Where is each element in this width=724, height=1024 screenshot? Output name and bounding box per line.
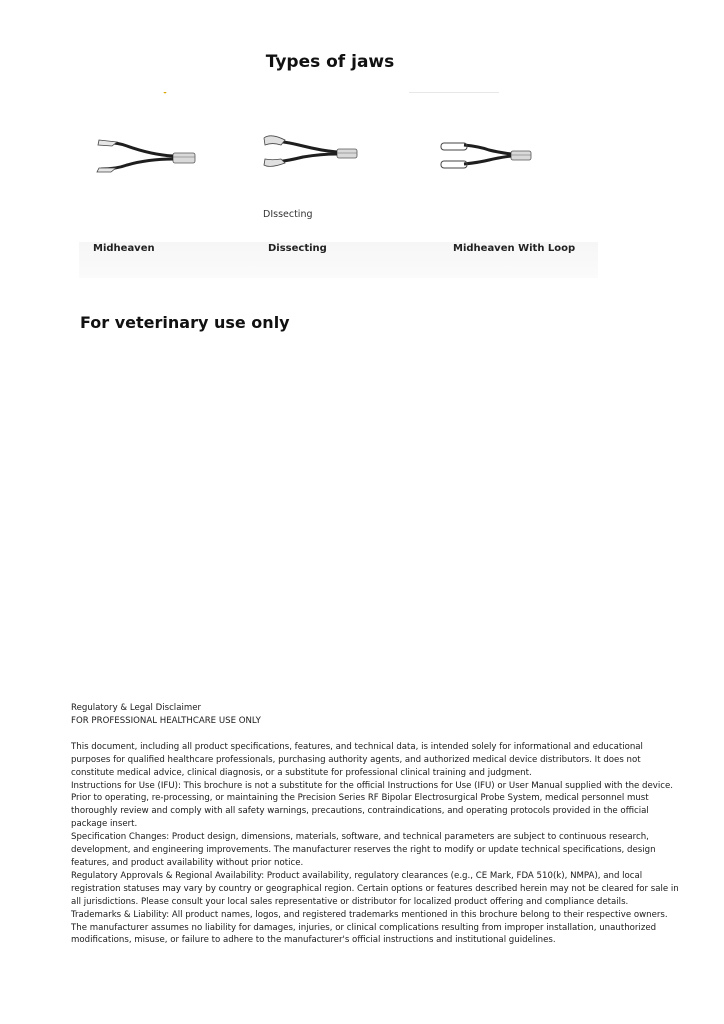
disclaimer-heading: Regulatory & Legal Disclaimer: [71, 703, 202, 713]
disclaimer-paragraph-trademarks: Trademarks & Liability: All product names, logos, and registered trademarks mentioned in this brochure belong to their respective owners. The manufacturer assumes no liability for damages, injuries, or clinical complications resulting from improper installation, unauthorized modifications, misuse, or failure to adhere to the manufacturer's official instructions and institutional guidelines.: [71, 909, 668, 946]
veterinary-notice: For veterinary use only: [80, 313, 290, 332]
jaws-figure: [79, 92, 598, 278]
disclaimer-block: [71, 702, 683, 947]
midheaven-loop-forceps-icon: [441, 143, 531, 168]
jaw-label-midheaven: Midheaven: [93, 243, 155, 254]
dissecting-forceps-icon: [264, 136, 357, 167]
jaw-label-dissecting: Dissecting: [268, 243, 327, 254]
disclaimer-paragraph-ifu: Instructions for Use (IFU): This brochure is not a substitute for the official Instructions for Use (IFU) or User Manual supplied with the device. Prior to operating, re-processing, or maintaining the Precision Series RF Bipolar Electrosurgical Probe System, medical personnel must thoroughly review and comply with all safety warnings, precautions, contraindications, and operating protocols provided in the official package insert.: [71, 780, 674, 830]
disclaimer-subheading: FOR PROFESSIONAL HEALTHCARE USE ONLY: [71, 715, 261, 726]
spacer: [71, 728, 683, 741]
disclaimer-paragraph-regulatory: Regulatory Approvals & Regional Availability: Product availability, regulatory clearances (e.g., CE Mark, FDA 510(k), NMPA), and local registration statuses may vary by country or geographical region. Certain options or features described herein may not be cleared for sale in all jurisdictions. Please consult your local sales representative or distributor for localized product offering and compliance details.: [71, 870, 679, 907]
disclaimer-paragraph-specifications: Specification Changes: Product design, dimensions, materials, software, and technical parameters are subject to continuous research, development, and engineering improvements. The manufacturer reserves the right to modify or update technical specifications, design features, and product availability without prior notice.: [71, 832, 656, 868]
jaw-label-midheaven-with-loop: Midheaven With Loop: [453, 243, 576, 254]
disclaimer-paragraph: This document, including all product specifications, features, and technical data, is intended solely for informational and educational purposes for qualified healthcare professionals, purchasing authority agents, and authorized medical device distributors. It does not constitute medical advice, clinical diagnosis, or a substitute for professional clinical training and judgment.: [71, 741, 643, 778]
inset-label: DIssecting: [263, 209, 313, 220]
page-title: Types of jaws: [265, 52, 395, 72]
midheaven-forceps-icon: [97, 92, 195, 172]
